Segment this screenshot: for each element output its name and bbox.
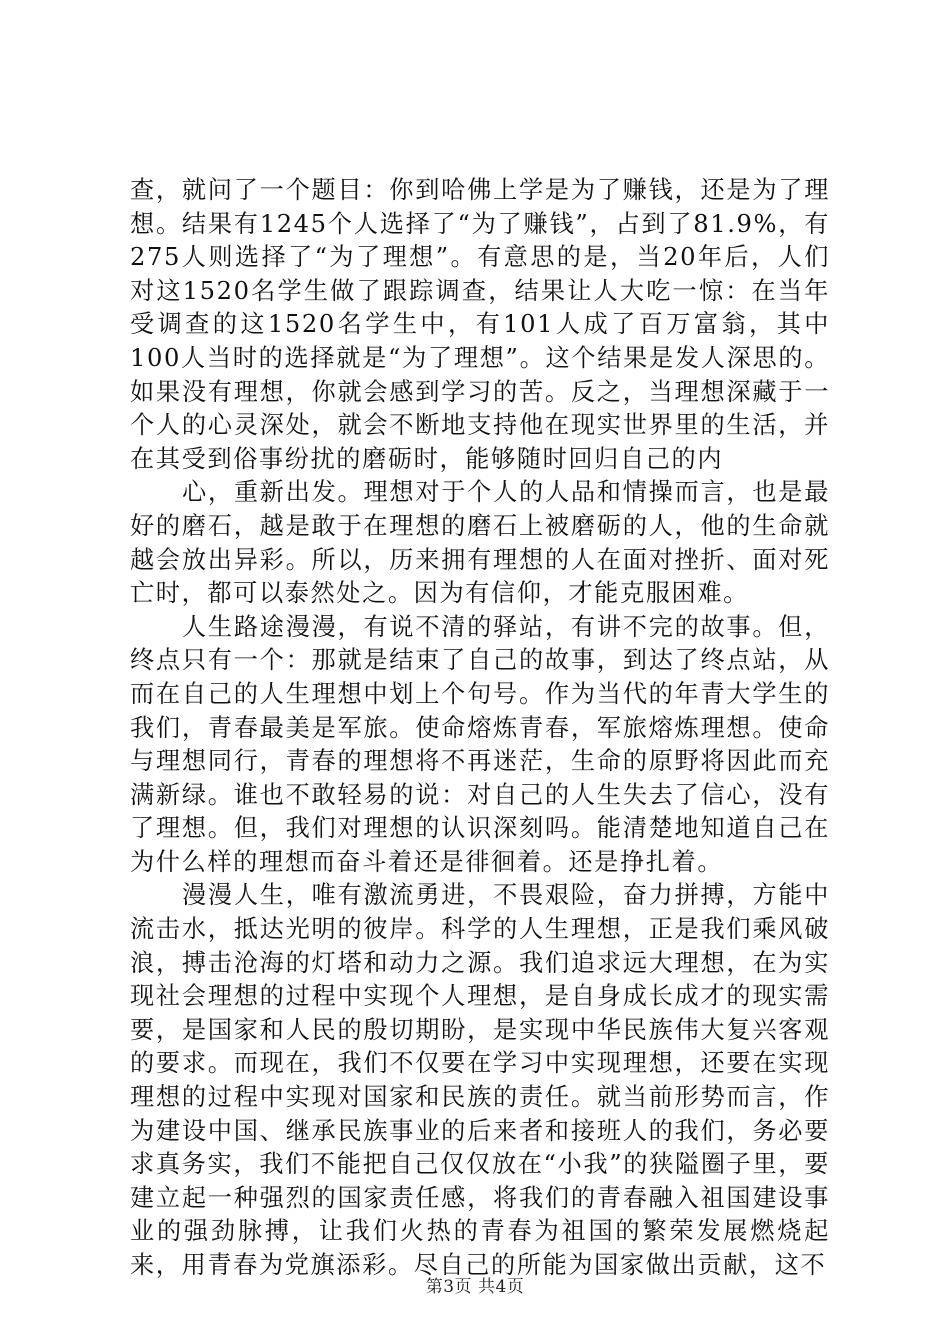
body-text [130,174,830,1283]
page-footer: 第3页 共4页 [425,1277,525,1297]
paragraph-continuation: 查，就问了一个题目：你到哈佛上学是为了赚钱，还是为了理想。结果有1245个人选择了“为了赚钱”，占到了81.9%，有275人则选择了“为了理想”。有意思的是，当20年后，人们对这1520名学生做了跟踪调查，结果让人大吃一惊：在当年受调查的这1520名学生中，有101人成了百万富翁，其中100人当时的选择就是“为了理想”。这个结果是发人深思的。如果没有理想，你就会感到学习的苦。反之，当理想深藏于一个人的心灵深处，就会不断地支持他在现实世界里的生活，并在其受到俗事纷扰的磨砺时，能够随时回归自己的内 [130,176,830,473]
paragraph-long-life: 漫漫人生，唯有激流勇进，不畏艰险，奋力拼搏，方能中流击水，抵达光明的彼岸。科学的人生理想，正是我们乘风破浪，搏击沧海的灯塔和动力之源。我们追求远大理想，在为实现社会理想的过程中实现个人理想，是自身成长成才的现实需要，是国家和人民的殷切期盼，是实现中华民族伟大复兴客观的要求。而现在，我们不仅要在学习中实现理想，还要在实现理想的过程中实现对国家和民族的责任。就当前形势而言，作为建设中国、继承民族事业的后来者和接班人的我们，务必要求真务实，我们不能把自己仅仅放在“小我”的狭隘圈子里，要建立起一种强烈的国家责任感，将我们的青春融入祖国建设事业的强劲脉搏，让我们火热的青春为祖国的繁荣发展燃烧起来，用青春为党旗添彩。尽自己的所能为国家做出贡献，这不 [130,881,830,1279]
paragraph-life-journey: 人生路途漫漫，有说不清的驿站，有讲不完的故事。但，终点只有一个：那就是结束了自己的故事，到达了终点站，从而在自己的人生理想中划上个句号。作为当代的年青大学生的我们，青春最美是军旅。使命熔炼青春，军旅熔炼理想。使命与理想同行，青春的理想将不再迷茫，生命的原野将因此而充满新绿。谁也不敢轻易的说：对自己的人生失去了信心，没有了理想。但，我们对理想的认识深刻吗。能清楚地知道自己在为什么样的理想而奋斗着还是徘徊着。还是挣扎着。 [130,612,830,876]
paragraph-heart-restart: 心，重新出发。理想对于个人的人品和情操而言，也是最好的磨石，越是敢于在理想的磨石上被磨砺的人，他的生命就越会放出异彩。所以，历来拥有理想的人在面对挫折、面对死亡时，都可以泰然处之。因为有信仰，才能克服困难。 [130,478,830,608]
